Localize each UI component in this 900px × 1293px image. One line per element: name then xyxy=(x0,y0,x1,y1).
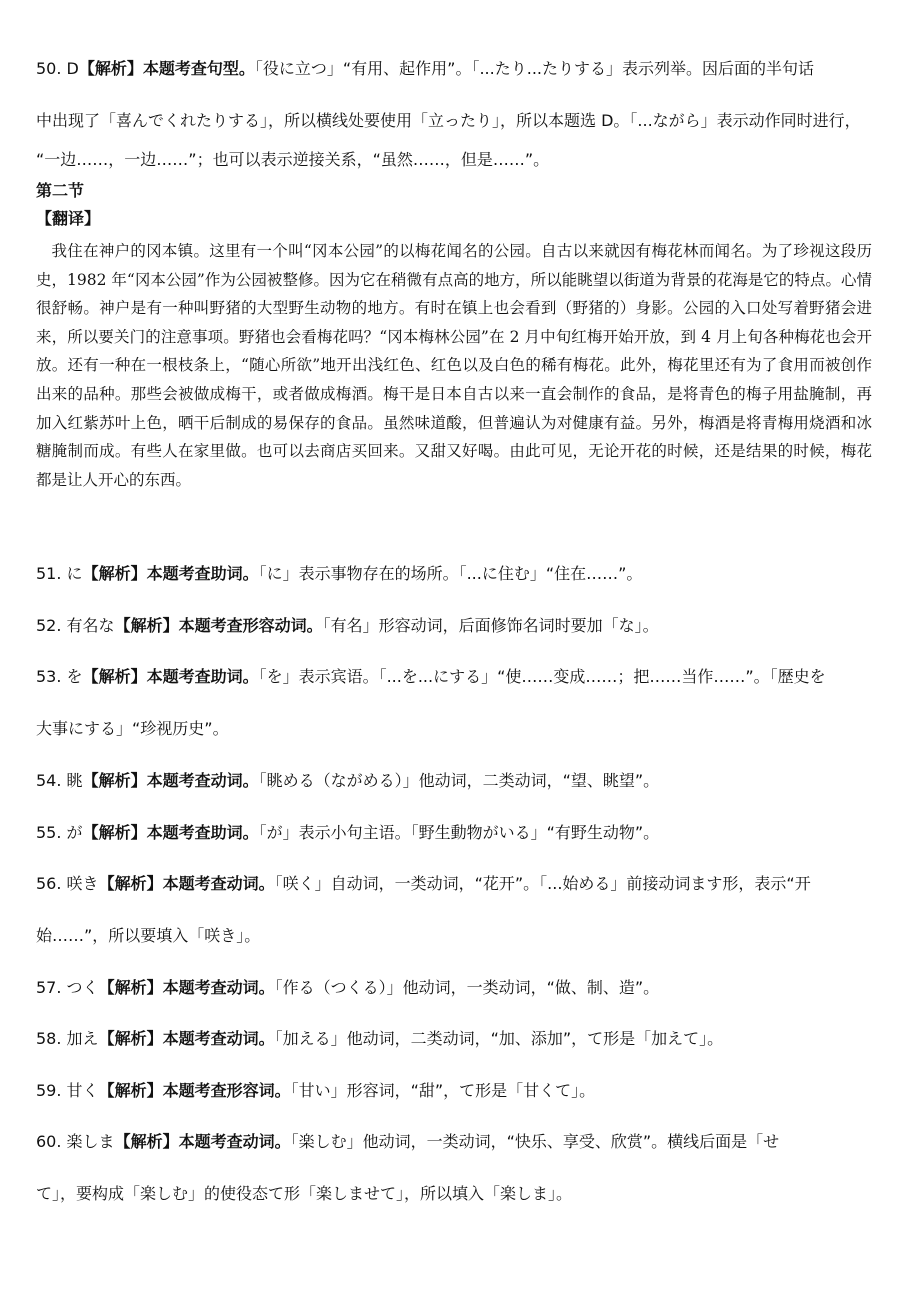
q54-tag: 【解析】本题考查动词。 xyxy=(82,771,259,790)
q51-answer: に xyxy=(66,564,83,583)
q60-tag: 【解析】本题考查动词。 xyxy=(114,1132,291,1151)
q50-line-2: 中出现了「喜んでくれたりする」，所以横线处要使用「立ったり」，所以本题选 D。「...ながら」表示动作同时进行， xyxy=(36,111,861,130)
q55-line xyxy=(36,822,876,844)
q56-line-2: 始……”，所以要填入「咲き」。 xyxy=(36,926,261,945)
q60-number: 60. xyxy=(36,1132,62,1151)
q56-number: 56. xyxy=(36,874,62,893)
q56-line-1 xyxy=(36,873,876,895)
q55-number: 55. xyxy=(36,823,62,842)
q54-text: 「眺める（ながめる）」他动词，二类动词，“望、眺望”。 xyxy=(258,771,660,790)
q53-tag: 【解析】本题考查助词。 xyxy=(82,667,259,686)
q52-number: 52. xyxy=(36,616,62,635)
q53-text: 「を」表示宾语。「...を...にする」“使……变成……；把……当作……”。「歴史を xyxy=(258,667,826,686)
section-title: 第二节 xyxy=(36,181,85,200)
q59-text: 「甘い」形容词，“甜”，て形是「甘くて」。 xyxy=(290,1081,596,1100)
q51-line xyxy=(36,563,876,585)
q57-line xyxy=(36,977,876,999)
q53-line-2: 大事にする」“珍视历史”。 xyxy=(36,719,229,738)
q55-tag: 【解析】本题考查助词。 xyxy=(82,823,259,842)
q50-text: 「役に立つ」“有用、起作用”。「...たり...たりする」表示列举。因后面的半句话 xyxy=(254,59,814,78)
translation-block xyxy=(36,237,872,494)
q50-number: 50. xyxy=(36,59,62,78)
q50-line-1 xyxy=(36,58,876,80)
q60-answer: 楽しま xyxy=(66,1132,115,1151)
q54-number: 54. xyxy=(36,771,62,790)
q58-line xyxy=(36,1028,876,1050)
q59-answer: 甘く xyxy=(66,1081,99,1100)
q50-tag: 【解析】本题考查句型。 xyxy=(78,59,255,78)
q52-line xyxy=(36,615,876,637)
q55-text: 「が」表示小句主语。「野生動物がいる」“有野生动物”。 xyxy=(258,823,660,842)
q57-number: 57. xyxy=(36,978,62,997)
q50-line-3: “一边……，一边……”；也可以表示逆接关系，“虽然……，但是……”。 xyxy=(36,150,550,169)
q52-tag: 【解析】本题考查形容动词。 xyxy=(114,616,323,635)
q56-tag: 【解析】本题考查动词。 xyxy=(98,874,275,893)
q58-number: 58. xyxy=(36,1029,62,1048)
q55-answer: が xyxy=(66,823,83,842)
q59-line xyxy=(36,1080,876,1102)
q50-answer: D xyxy=(66,59,79,78)
q58-text: 「加える」他动词，二类动词，“加、添加”，て形是「加えて」。 xyxy=(274,1029,724,1048)
q58-answer: 加え xyxy=(66,1029,99,1048)
q60-text: 「楽しむ」他动词，一类动词，“快乐、享受、欣赏”。横线后面是「せ xyxy=(290,1132,780,1151)
q52-text: 「有名」形容动词，后面修饰名词时要加「な」。 xyxy=(322,616,659,635)
q57-text: 「作る（つくる）」他动词，一类动词，“做、制、造”。 xyxy=(274,978,660,997)
q52-answer: 有名な xyxy=(66,616,115,635)
q60-line-2: て」，要构成「楽しむ」的使役态て形「楽しませて」，所以填入「楽しま」。 xyxy=(36,1184,573,1203)
q54-answer: 眺 xyxy=(66,771,83,790)
q57-tag: 【解析】本题考查动词。 xyxy=(98,978,275,997)
q51-number: 51. xyxy=(36,564,62,583)
q51-tag: 【解析】本题考查助词。 xyxy=(82,564,259,583)
q59-tag: 【解析】本题考查形容词。 xyxy=(98,1081,291,1100)
q60-line-1 xyxy=(36,1131,876,1153)
q56-answer: 咲き xyxy=(66,874,99,893)
q58-tag: 【解析】本题考查动词。 xyxy=(98,1029,275,1048)
translation-label: 【翻译】 xyxy=(36,209,101,228)
q59-number: 59. xyxy=(36,1081,62,1100)
q53-line-1 xyxy=(36,666,876,688)
q57-answer: つく xyxy=(66,978,99,997)
q53-number: 53. xyxy=(36,667,62,686)
translation-paragraph: 我住在神户的冈本镇。这里有一个叫“冈本公园”的以梅花闻名的公园。自古以来就因有梅花林而闻名。为了珍视这段历史，1982 年“冈本公园”作为公园被整修。因为它在稍微有点高的地方，所以能眺望以街道为背景的花海是它的特点。心情很舒畅。神户是有一种叫野猪的大型野生动物的地方。有时在镇上也会看到（野猪的）身影。公园的入口处写着野猪会进来，所以要关门的注意事项。野猪也会看梅花吗？“冈本梅林公园”在 2 月中旬红梅开始开放，到 4 月上旬各种梅花也会开放。还有一种在一根枝条上，“随心所欲”地开出浅红色、红色以及白色的稀有梅花。此外，梅花里还有为了食用而被创作出来的品种。那些会被做成梅干，或者做成梅酒。梅干是日本自古以来一直会制作的食品，是将青色的梅子用盐腌制，再加入红紫苏叶上色，晒干后制成的易保存的食品。虽然味道酸，但普遍认为对健康有益。另外，梅酒是将青梅用烧酒和冰糖腌制而成。有些人在家里做。也可以去商店买回来。又甜又好喝。由此可见，无论开花的时候，还是结果的时候，梅花都是让人开心的东西。 xyxy=(36,242,872,489)
q56-text: 「咲く」自动词，一类动词，“花开”。「...始める」前接动词ます形，表示“开 xyxy=(274,874,811,893)
q51-text: 「に」表示事物存在的场所。「...に住む」“住在……”。 xyxy=(258,564,643,583)
q53-answer: を xyxy=(66,667,83,686)
q54-line xyxy=(36,770,876,792)
